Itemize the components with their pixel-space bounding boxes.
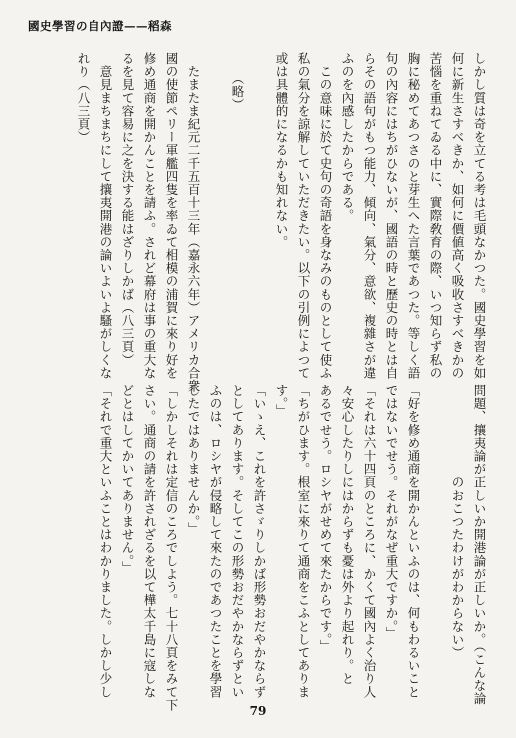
text-line: 私の氣分を諒解していただきたい。以下の引例によつて bbox=[296, 52, 311, 380]
text-line: るを見て容易に之を決する能はざりしかば（八三頁） bbox=[120, 52, 135, 367]
text-line: 何に新生さすべきか、如何に價値高く吸收さすべきかの bbox=[450, 52, 465, 380]
text-line bbox=[424, 384, 446, 684]
text-line: のおこつたわけがわからない） bbox=[450, 384, 465, 660]
text-line: ふのを內感したからである。 bbox=[340, 52, 355, 223]
text-line: 意見まちまちにして攘夷開港の論いよいよ騷がしくな bbox=[98, 52, 113, 380]
text-line bbox=[248, 52, 270, 342]
text-line: 「ちがひます。根室に來りて通商をこふとしてありま bbox=[296, 384, 311, 699]
text-line: 國の使節ペリー軍艦四隻を率ゐて相模の浦賀に來り好を bbox=[164, 52, 179, 380]
text-line: 「好を修め通商を開かんといふのは、何もわるいこと bbox=[406, 384, 421, 699]
running-header: 國史學習の自內證——稻森 bbox=[28, 19, 172, 33]
text-line: さい。通商の請を許されざるを以て樺太千島に寇しな bbox=[142, 384, 157, 699]
text-line: 「それは六十四頁のところに、かくて國內よく治り人 bbox=[362, 384, 377, 699]
text-line: （略） bbox=[230, 52, 245, 112]
text-line: しかし質は奇を立てる考は毛頭なかつた。國史學習を如 bbox=[472, 52, 487, 380]
text-line bbox=[204, 52, 226, 342]
upper-text-block bbox=[72, 52, 490, 393]
text-line: この意味に於て史句の奇語を身なみのものとして使ふ bbox=[318, 52, 333, 380]
text-line: ではないでせう。それがなぜ重大ですか。」 bbox=[384, 384, 399, 640]
text-line: 或は具體的になるかも知れない。 bbox=[274, 52, 289, 249]
text-line: れり（八三頁） bbox=[76, 52, 91, 144]
text-line: たまたま紀元二千五百十三年（嘉永六年）アメリカ合衆 bbox=[186, 52, 201, 393]
text-line: どとはしてかいてありません。」 bbox=[120, 384, 135, 575]
text-line: ふのは、ロシヤが侵略して來たのであつたことを學習 bbox=[208, 384, 223, 699]
text-line: 問題、攘夷論が正しいか開港論が正しいか。（こんな論 bbox=[472, 384, 487, 706]
text-line: 「しかしそれは定信のころでしよう。七十八頁をみて下 bbox=[164, 384, 179, 712]
text-line: 苦惱を重ねてゐる中に、實際敎育の際、いつ知らず私の bbox=[428, 52, 443, 380]
text-line: 「それで重大といふことはわかりました。しかし少し bbox=[98, 384, 113, 699]
text-line: 句の內容にはちがひないが、國語の時と歷史の時とは自 bbox=[384, 52, 399, 380]
text-line: 修め通商を開かんことを請ふ。されど幕府は事の重大な bbox=[142, 52, 157, 380]
text-line: したではありませんか。」 bbox=[186, 384, 201, 535]
text-line: らその語句がもつ能力、傾向、氣分、意欲、複雜さが違 bbox=[362, 52, 377, 380]
text-line: としてあります。そしてこの形勢おだやかならずとい bbox=[230, 384, 245, 699]
text-line: 々安心したりしにはからずも憂は外より起れり。と bbox=[340, 384, 355, 686]
text-line: す。」 bbox=[274, 384, 289, 418]
text-line: 胸に秘めてあつさのと芽生へた言葉であつた。等しく語 bbox=[406, 52, 421, 380]
text-line: あるでせう。ロシヤがせめて來たからです。」 bbox=[318, 384, 333, 653]
text-line: 「いゝえ、これを許さゞりしかば形勢おだやかならず bbox=[252, 384, 267, 699]
page-number: 79 bbox=[249, 704, 267, 718]
